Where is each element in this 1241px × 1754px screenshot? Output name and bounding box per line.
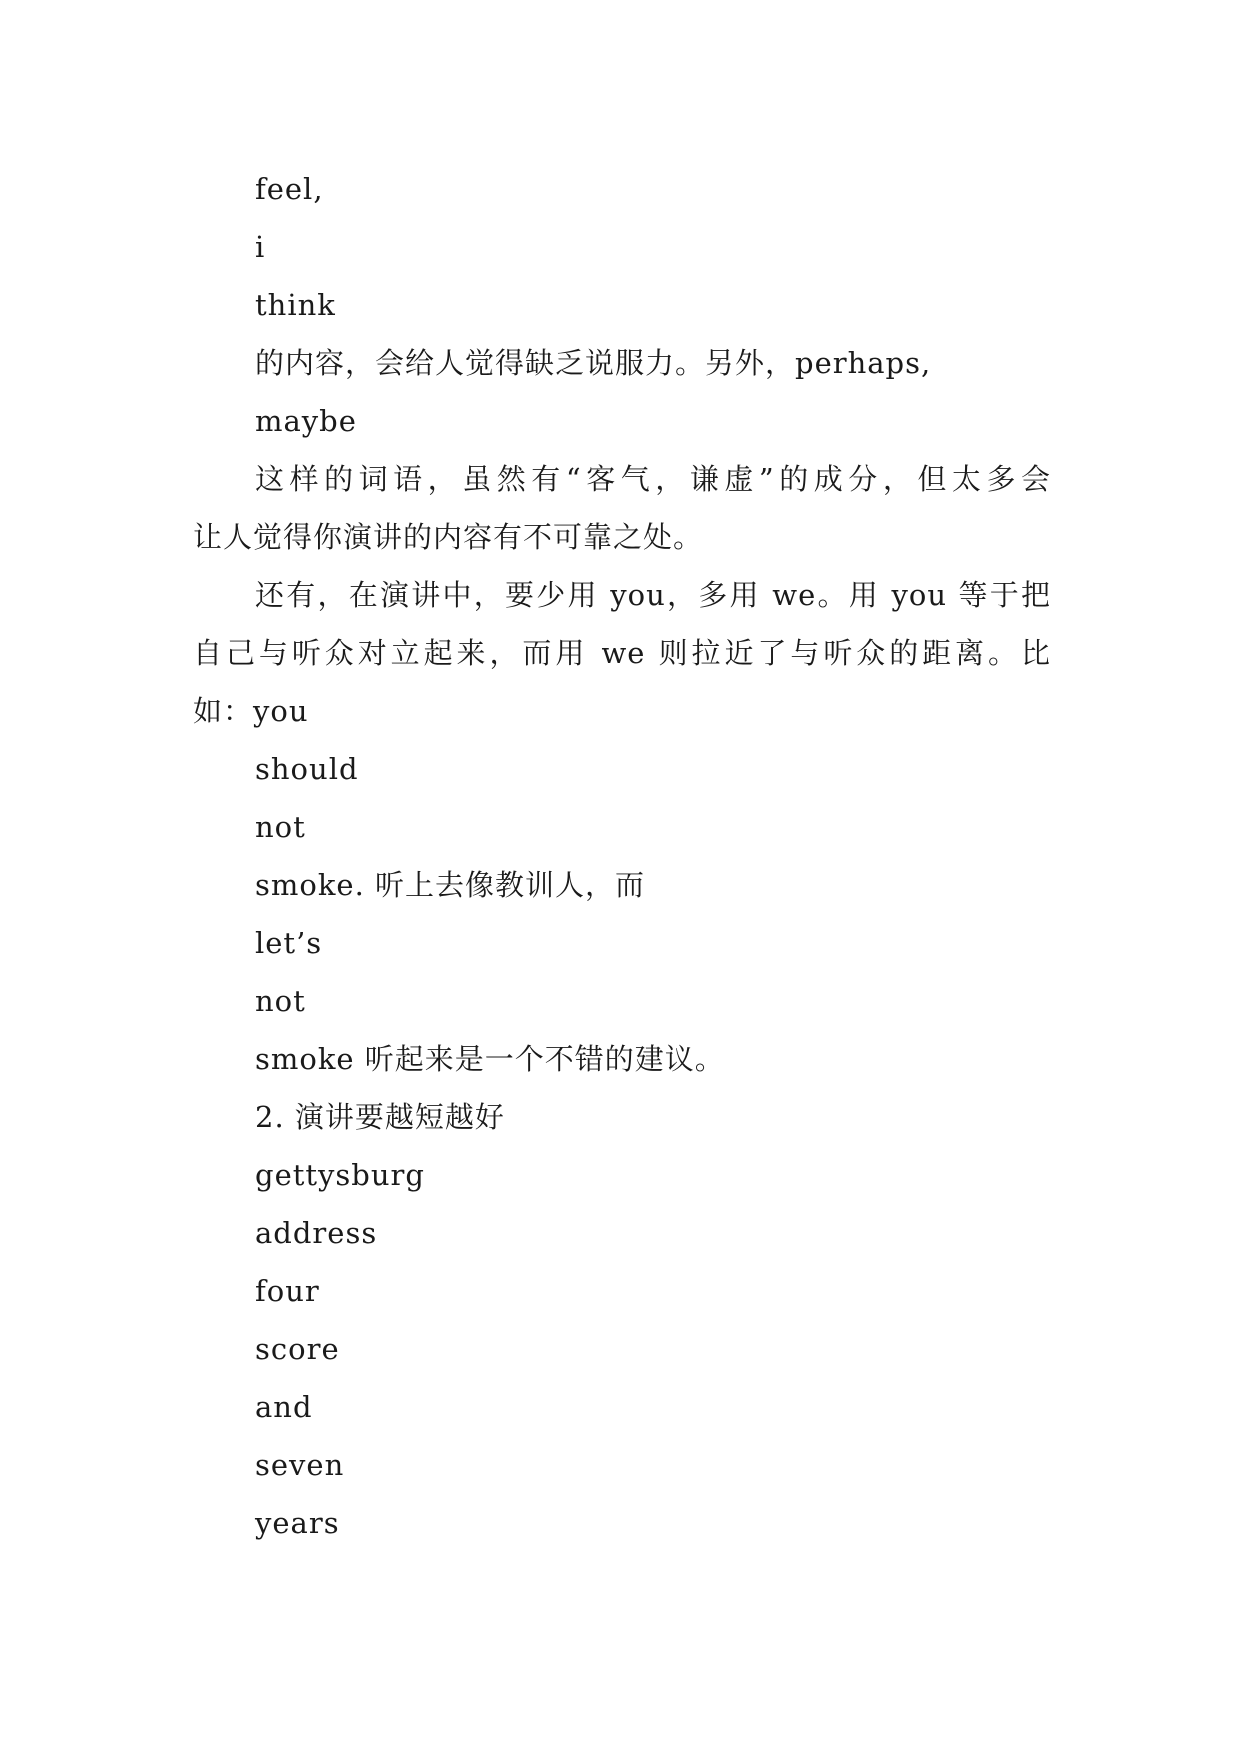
text-line: not: [255, 984, 306, 1018]
text-line: 自己与听众对立起来，而用 we 则拉近了与听众的距离。比: [193, 636, 1051, 670]
text-line: 如：you: [193, 694, 309, 728]
text-line: should: [255, 752, 359, 786]
document-body: [193, 160, 1051, 1552]
text-line: score: [255, 1332, 340, 1366]
text-line: smoke. 听上去像教训人，而: [255, 868, 646, 902]
text-line: 让人觉得你演讲的内容有不可靠之处。: [193, 520, 704, 554]
text-line: i: [255, 230, 266, 264]
text-line: smoke 听起来是一个不错的建议。: [255, 1042, 725, 1076]
text-line: address: [255, 1216, 378, 1250]
text-line: seven: [255, 1448, 345, 1482]
text-line: let’s: [255, 926, 323, 960]
text-line: maybe: [255, 404, 357, 438]
text-line: years: [255, 1506, 340, 1540]
section-heading: 2. 演讲要越短越好: [255, 1100, 505, 1134]
text-line: 还有，在演讲中，要少用 you，多用 we。用 you 等于把: [255, 578, 1051, 612]
text-line: think: [255, 288, 336, 322]
text-line: not: [255, 810, 306, 844]
text-line: gettysburg: [255, 1158, 425, 1192]
text-line: feel,: [255, 172, 324, 206]
text-line: 的内容，会给人觉得缺乏说服力。另外，perhaps,: [255, 346, 932, 380]
text-line: and: [255, 1390, 313, 1424]
text-line: 这样的词语，虽然有“客气，谦虚”的成分，但太多会: [255, 462, 1051, 496]
text-line: four: [255, 1274, 320, 1308]
